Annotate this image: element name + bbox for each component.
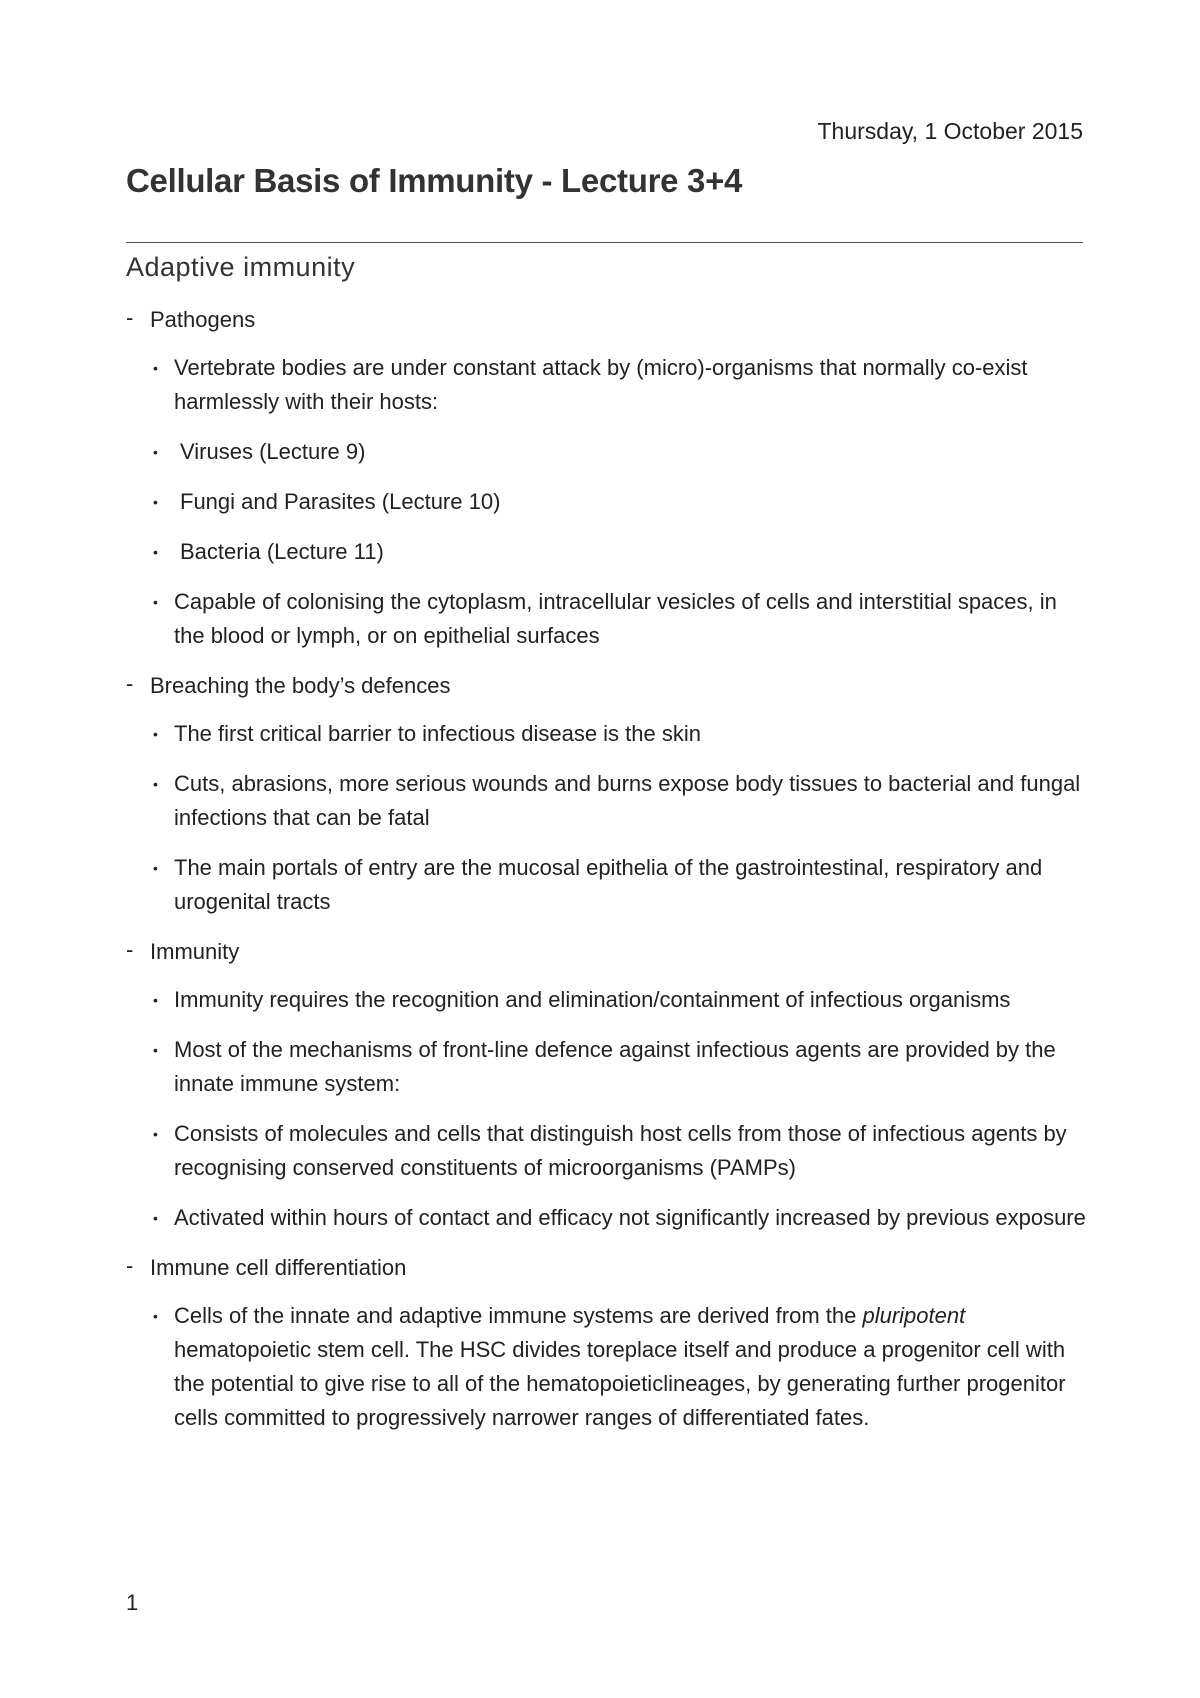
section-heading: Adaptive immunity xyxy=(126,252,356,282)
bullet-text: Cuts, abrasions, more serious wounds and burns expose body tissues to bacterial and fungal infections that can be fatal xyxy=(174,771,1081,830)
bullet-item xyxy=(126,435,1086,469)
bullet-text xyxy=(174,1303,1066,1430)
emphasis-text: pluripotent xyxy=(862,1303,966,1328)
bullet-text-part: hematopoietic stem cell. The HSC divides toreplace itself and produce a progenitor cell with the potential to give rise to all of the hematopoieticlineages, by generating further progenitor cells committed to progressively narrower ranges of differentiated fates. xyxy=(174,1337,1066,1430)
bullet-marker: • xyxy=(153,494,158,510)
list-item-differentiation xyxy=(126,1251,1086,1285)
bullet-item xyxy=(126,535,1086,569)
list-item-breaching xyxy=(126,669,1086,703)
bullet-item xyxy=(126,717,1086,751)
bullet-marker: • xyxy=(153,860,158,876)
bullet-marker: • xyxy=(153,360,158,376)
bullet-text: Immunity requires the recognition and elimination/containment of infectious organisms xyxy=(174,987,1011,1012)
bullet-item xyxy=(126,851,1086,919)
bullet-marker: • xyxy=(153,1308,158,1324)
bullet-text: Most of the mechanisms of front-line defence against infectious agents are provided by the innate immune system: xyxy=(174,1037,1056,1096)
dash-marker: - xyxy=(126,937,134,962)
bullet-item xyxy=(126,983,1086,1017)
page-title: Cellular Basis of Immunity - Lecture 3+4 xyxy=(126,162,743,199)
list-item-immunity xyxy=(126,935,1086,969)
bullet-marker: • xyxy=(153,444,158,460)
bullet-text-part: Cells of the innate and adaptive immune systems are derived from the xyxy=(174,1303,863,1328)
bullet-marker: • xyxy=(153,544,158,560)
bullet-marker: • xyxy=(153,1042,158,1058)
list-item-label: Immune cell differentiation xyxy=(150,1255,407,1280)
dash-marker: - xyxy=(126,1253,134,1278)
dash-marker: - xyxy=(126,305,134,330)
bullet-text: Consists of molecules and cells that distinguish host cells from those of infectious agents by recognising conserved constituents of microorganisms (PAMPs) xyxy=(174,1121,1067,1180)
bullet-text: Capable of colonising the cytoplasm, intracellular vesicles of cells and interstitial spaces, in the blood or lymph, or on epithelial surfaces xyxy=(174,589,1057,648)
document-body xyxy=(126,303,1086,1451)
bullet-marker: • xyxy=(153,776,158,792)
bullet-item xyxy=(126,1033,1086,1101)
bullet-text: Bacteria (Lecture 11) xyxy=(180,539,384,564)
bullet-item xyxy=(126,1117,1086,1185)
bullet-item xyxy=(126,1299,1086,1435)
list-item-label: Pathogens xyxy=(150,307,256,332)
bullet-text: Vertebrate bodies are under constant attack by (micro)-organisms that normally co-exist harmlessly with their hosts: xyxy=(174,355,1028,414)
bullet-text: Viruses (Lecture 9) xyxy=(180,439,366,464)
bullet-item xyxy=(126,585,1086,653)
bullet-marker: • xyxy=(153,1210,158,1226)
bullet-text: The main portals of entry are the mucosal epithelia of the gastrointestinal, respiratory and urogenital tracts xyxy=(174,855,1043,914)
bullet-item xyxy=(126,485,1086,519)
dash-marker: - xyxy=(126,671,134,696)
bullet-item xyxy=(126,1201,1086,1235)
bullet-item xyxy=(126,351,1086,419)
document-date: Thursday, 1 October 2015 xyxy=(817,118,1083,144)
bullet-item xyxy=(126,767,1086,835)
list-item-label: Immunity xyxy=(150,939,240,964)
title-divider xyxy=(126,242,1083,243)
bullet-marker: • xyxy=(153,594,158,610)
list-item-pathogens xyxy=(126,303,1086,337)
bullet-marker: • xyxy=(153,992,158,1008)
bullet-marker: • xyxy=(153,1126,158,1142)
bullet-marker: • xyxy=(153,726,158,742)
bullet-text: The first critical barrier to infectious disease is the skin xyxy=(174,721,701,746)
page-number: 1 xyxy=(126,1590,139,1615)
bullet-text: Fungi and Parasites (Lecture 10) xyxy=(180,489,501,514)
list-item-label: Breaching the body’s defences xyxy=(150,673,451,698)
bullet-text: Activated within hours of contact and efficacy not significantly increased by previous exposure xyxy=(174,1205,1086,1230)
